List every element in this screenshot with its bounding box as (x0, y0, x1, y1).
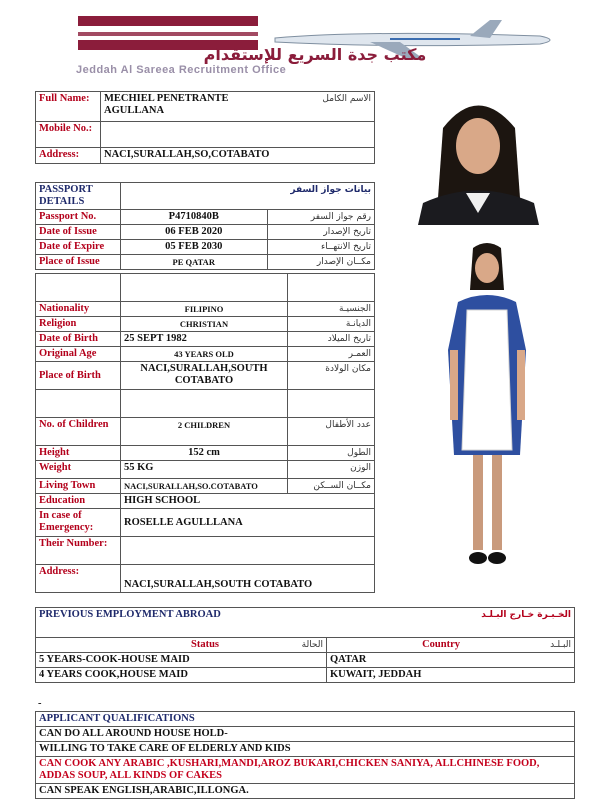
details-table (35, 273, 375, 593)
employment-table (35, 607, 575, 683)
expire-date-value: 05 FEB 2030 (121, 240, 268, 255)
weight-ar: الوزن (288, 461, 375, 479)
personal-table (35, 91, 375, 164)
portrait-image (418, 88, 539, 225)
children-ar: عدد الأطفال (288, 418, 375, 446)
company-name-ar: مكتب جدة السريع للإستقدام (203, 45, 427, 64)
status-header: Status (36, 638, 223, 653)
qualification-line: WILLING TO TAKE CARE OF ELDERLY AND KIDS (36, 742, 575, 757)
address-label: Address: (36, 148, 101, 164)
expire-date-ar: تاريخ الانتهــاء (267, 240, 375, 255)
issue-date-label: Date of Issue (36, 225, 121, 240)
qualifications-table (35, 711, 575, 799)
company-name-en: Jeddah Al Sareea Recruitment Office (76, 64, 287, 76)
passport-photo (418, 88, 539, 225)
passport-no-ar: رقم جواز السفر (267, 210, 375, 225)
religion-ar: الديانـة (288, 317, 375, 332)
weight-label: Weight (36, 461, 121, 479)
table-row (36, 668, 575, 683)
address2-value: NACI,SURALLAH,SOUTH COTABATO (121, 565, 375, 593)
qualifications-title: APPLICANT QUALIFICATIONS (36, 712, 575, 727)
nationality-value: FILIPINO (121, 302, 288, 317)
employment-status: 5 YEARS-COOK-HOUSE MAID (36, 653, 327, 668)
expire-date-label: Date of Expire (36, 240, 121, 255)
full-name-value: MECHIEL PENETRANTE AGULLANA (101, 92, 288, 122)
employment-status: 4 YEARS COOK,HOUSE MAID (36, 668, 327, 683)
qualification-line: CAN COOK ANY ARABIC ,KUSHARI,MANDI,AROZ BUKARI,CHICKEN SANIYA, ALLCHINESE FOOD, ADDAS SOUP, ALL KINDS OF CAKES (36, 757, 575, 784)
dob-label: Date of Birth (36, 332, 121, 347)
mobile-value (101, 122, 375, 148)
pob-ar: مكان الولادة (288, 362, 375, 390)
height-value: 152 cm (121, 446, 288, 461)
their-number-value (121, 537, 375, 565)
children-label: No. of Children (36, 418, 121, 446)
passport-table (35, 182, 375, 270)
nationality-ar: الجنسيـة (288, 302, 375, 317)
full-name-ar: الاسم الكامل (287, 92, 375, 122)
passport-no-label: Passport No. (36, 210, 121, 225)
address-value: NACI,SURALLAH,SO,COTABATO (101, 148, 375, 164)
full-body-photo (440, 240, 535, 575)
living-town-value: NACI,SURALLAH,SO.COTABATO (121, 479, 288, 494)
separator-dash: - (38, 698, 42, 709)
issue-place-label: Place of Issue (36, 255, 121, 270)
employment-country: QATAR (327, 653, 575, 668)
weight-value: 55 KG (121, 461, 288, 479)
education-label: Education (36, 494, 121, 509)
issue-place-ar: مكــان الإصدار (267, 255, 375, 270)
their-number-label: Their Number: (36, 537, 121, 565)
age-ar: العمـر (288, 347, 375, 362)
address2-label: Address: (36, 565, 121, 593)
full-name-label: Full Name: (36, 92, 101, 122)
passport-title: PASSPORT DETAILS (36, 183, 121, 210)
height-label: Height (36, 446, 121, 461)
nationality-label: Nationality (36, 302, 121, 317)
religion-label: Religion (36, 317, 121, 332)
employment-title-ar: الخـبـرة خـارج البـلـد (327, 608, 575, 638)
country-header-ar: البـلـد (463, 638, 575, 653)
employment-country: KUWAIT, JEDDAH (327, 668, 575, 683)
dob-value: 25 SEPT 1982 (121, 332, 288, 347)
mobile-label: Mobile No.: (36, 122, 101, 148)
age-label: Original Age (36, 347, 121, 362)
age-value: 43 YEARS OLD (121, 347, 288, 362)
issue-date-ar: تاريخ الإصدار (267, 225, 375, 240)
living-town-ar: مكــان الســكن (288, 479, 375, 494)
country-header: Country (327, 638, 464, 653)
height-ar: الطول (288, 446, 375, 461)
passport-no-value: P4710840B (121, 210, 268, 225)
dob-ar: تاريخ الميلاد (288, 332, 375, 347)
qualification-line: CAN SPEAK ENGLISH,ARABIC,ILLONGA. (36, 784, 575, 799)
children-value: 2 CHILDREN (121, 418, 288, 446)
passport-title-ar: بيانات جواز السفر (267, 183, 375, 210)
status-header-ar: الحالة (222, 638, 327, 653)
issue-place-value: PE QATAR (121, 255, 268, 270)
religion-value: CHRISTIAN (121, 317, 288, 332)
full-body-image (440, 240, 535, 575)
emergency-value: ROSELLE AGULLLANA (121, 509, 375, 537)
table-row (36, 653, 575, 668)
qualification-line: CAN DO ALL AROUND HOUSE HOLD- (36, 727, 575, 742)
pob-value: NACI,SURALLAH,SOUTH COTABATO (121, 362, 288, 390)
issue-date-value: 06 FEB 2020 (121, 225, 268, 240)
emergency-label: In case of Emergency: (36, 509, 121, 537)
pob-label: Place of Birth (36, 362, 121, 390)
living-town-label: Living Town (36, 479, 121, 494)
employment-title: PREVIOUS EMPLOYMENT ABROAD (36, 608, 327, 638)
education-value: HIGH SCHOOL (121, 494, 375, 509)
